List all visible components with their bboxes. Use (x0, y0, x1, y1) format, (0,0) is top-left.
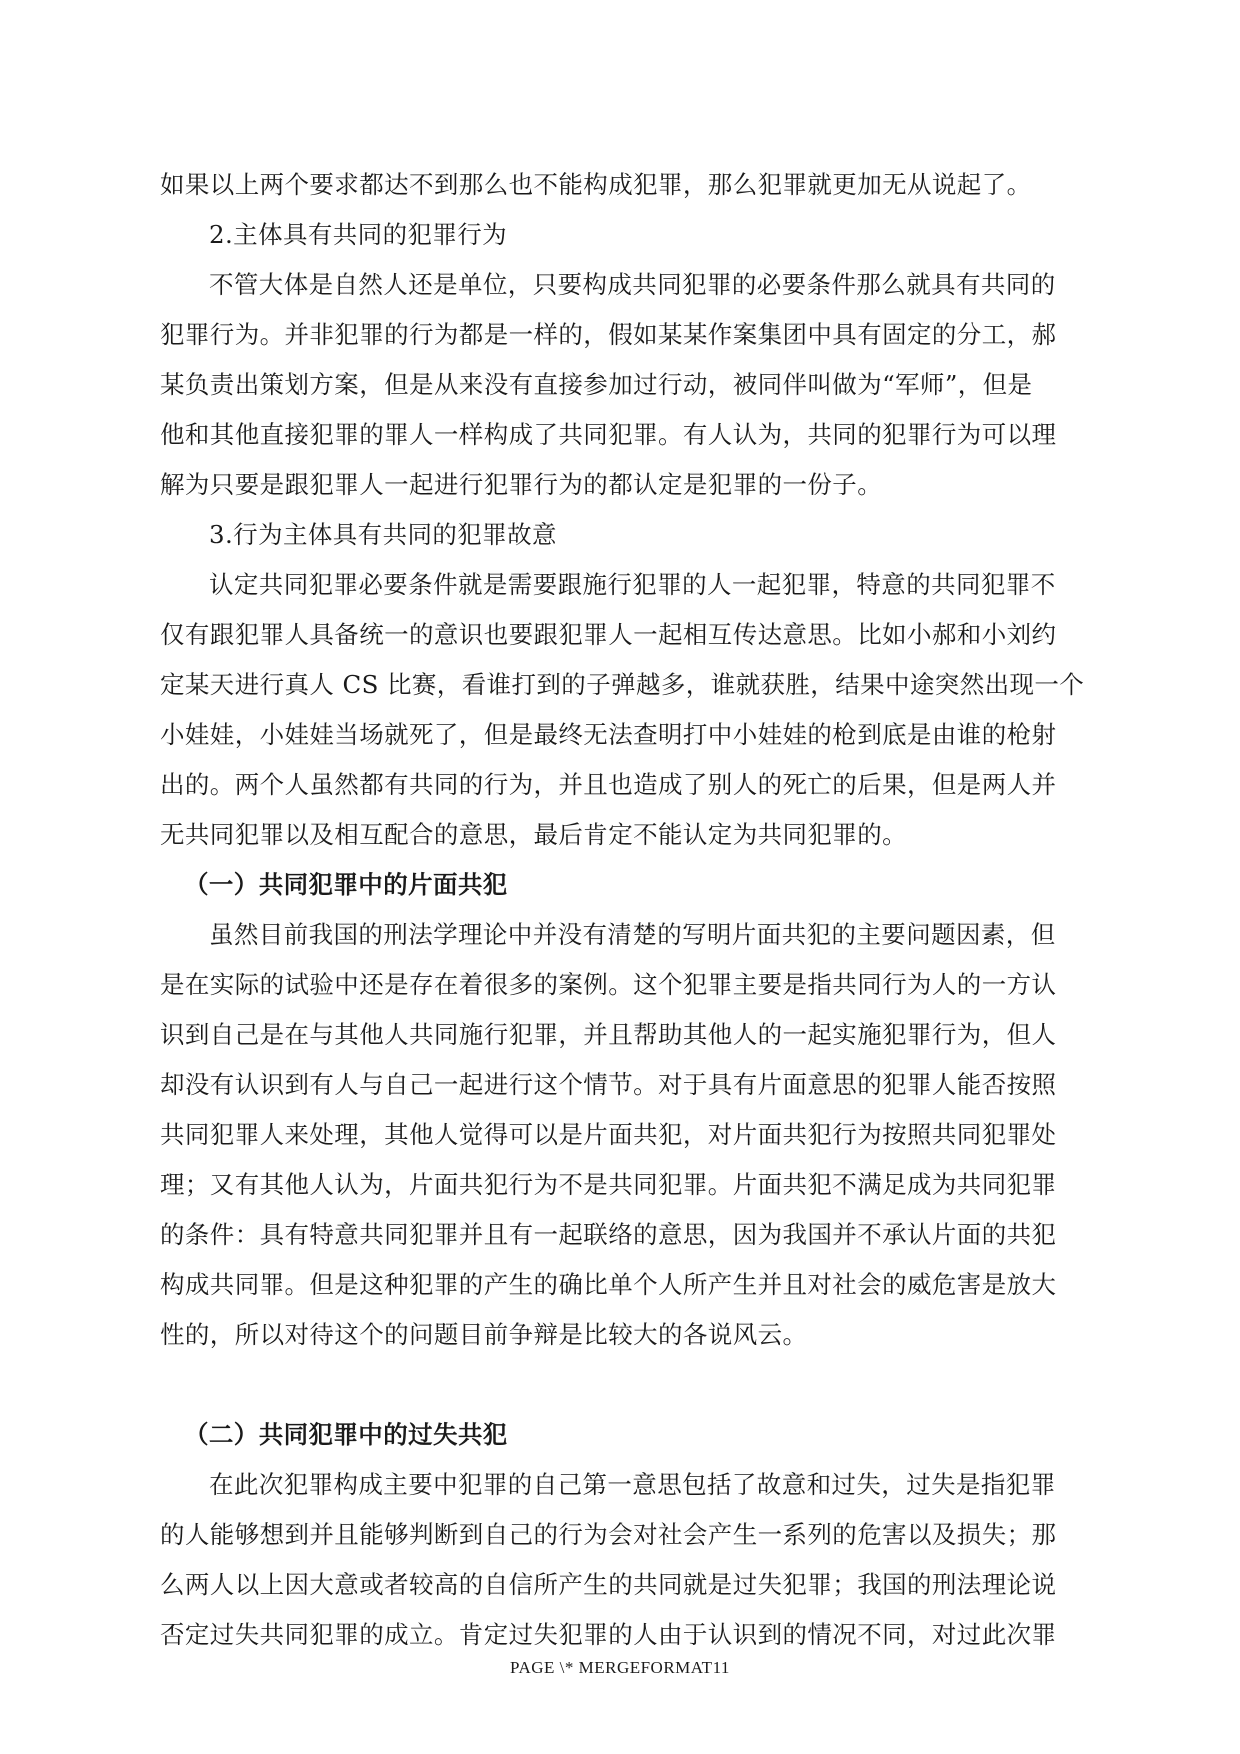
paragraph-line: 却没有认识到有人与自己一起进行这个情节。对于具有片面意思的犯罪人能否按照 (160, 1070, 1057, 1099)
paragraph-line: 识到自己是在与其他人共同施行犯罪，并且帮助其他人的一起实施犯罪行为，但人 (160, 1020, 1057, 1049)
paragraph-line: 构成共同罪。但是这种犯罪的产生的确比单个人所产生并且对社会的威危害是放大 (160, 1270, 1057, 1299)
paragraph-line: 犯罪行为。并非犯罪的行为都是一样的，假如某某作案集团中具有固定的分工，郝 (160, 320, 1057, 349)
section-heading: （二）共同犯罪中的过失共犯 (184, 1420, 508, 1449)
paragraph-line: 不管大体是自然人还是单位，只要构成共同犯罪的必要条件那么就具有共同的 (209, 270, 1056, 299)
paragraph-line: 小娃娃，小娃娃当场就死了，但是最终无法查明打中小娃娃的枪到底是由谁的枪射 (160, 720, 1057, 749)
paragraph-line: 如果以上两个要求都达不到那么也不能构成犯罪，那么犯罪就更加无从说起了。 (160, 170, 1032, 199)
blank-line (160, 1360, 1070, 1410)
paragraph-line: 无共同犯罪以及相互配合的意思，最后肯定不能认定为共同犯罪的。 (160, 820, 907, 849)
paragraph-line: 性的，所以对待这个的问题目前争辩是比较大的各说风云。 (160, 1320, 808, 1349)
paragraph-line: 的条件：具有特意共同犯罪并且有一起联络的意思，因为我国并不承认片面的共犯 (160, 1220, 1057, 1249)
subsection-title: 2.主体具有共同的犯罪行为 (209, 220, 508, 249)
subsection-title: 3.行为主体具有共同的犯罪故意 (209, 520, 557, 549)
document-body (160, 160, 1085, 1660)
page-footer: PAGE \* MERGEFORMAT11 (510, 1658, 730, 1677)
paragraph-line: 否定过失共同犯罪的成立。肯定过失犯罪的人由于认识到的情况不同，对过此次罪 (160, 1620, 1057, 1649)
paragraph-line: 理；又有其他人认为，片面共犯行为不是共同犯罪。片面共犯不满足成为共同犯罪 (160, 1170, 1057, 1199)
paragraph-line: 在此次犯罪构成主要中犯罪的自己第一意思包括了故意和过失，过失是指犯罪 (209, 1470, 1056, 1499)
paragraph-line: 定某天进行真人 CS 比赛，看谁打到的子弹越多，谁就获胜，结果中途突然出现一个 (160, 670, 1085, 699)
paragraph-line: 出的。两个人虽然都有共同的行为，并且也造成了别人的死亡的后果，但是两人并 (160, 770, 1057, 799)
paragraph-line: 他和其他直接犯罪的罪人一样构成了共同犯罪。有人认为，共同的犯罪行为可以理 (160, 420, 1057, 449)
paragraph-line: 么两人以上因大意或者较高的自信所产生的共同就是过失犯罪；我国的刑法理论说 (160, 1570, 1057, 1599)
paragraph-line: 共同犯罪人来处理，其他人觉得可以是片面共犯，对片面共犯行为按照共同犯罪处 (160, 1120, 1057, 1149)
paragraph-line: 是在实际的试验中还是存在着很多的案例。这个犯罪主要是指共同行为人的一方认 (160, 970, 1057, 999)
paragraph-line: 仅有跟犯罪人具备统一的意识也要跟犯罪人一起相互传达意思。比如小郝和小刘约 (160, 620, 1057, 649)
paragraph-line: 解为只要是跟犯罪人一起进行犯罪行为的都认定是犯罪的一份子。 (160, 470, 883, 499)
paragraph-line: 认定共同犯罪必要条件就是需要跟施行犯罪的人一起犯罪，特意的共同犯罪不 (209, 570, 1056, 599)
section-heading: （一）共同犯罪中的片面共犯 (184, 870, 508, 899)
paragraph-line: 虽然目前我国的刑法学理论中并没有清楚的写明片面共犯的主要问题因素，但 (209, 920, 1056, 949)
paragraph-line: 某负责出策划方案，但是从来没有直接参加过行动，被同伴叫做为“军师”，但是 (160, 370, 1033, 399)
paragraph-line: 的人能够想到并且能够判断到自己的行为会对社会产生一系列的危害以及损失；那 (160, 1520, 1057, 1549)
